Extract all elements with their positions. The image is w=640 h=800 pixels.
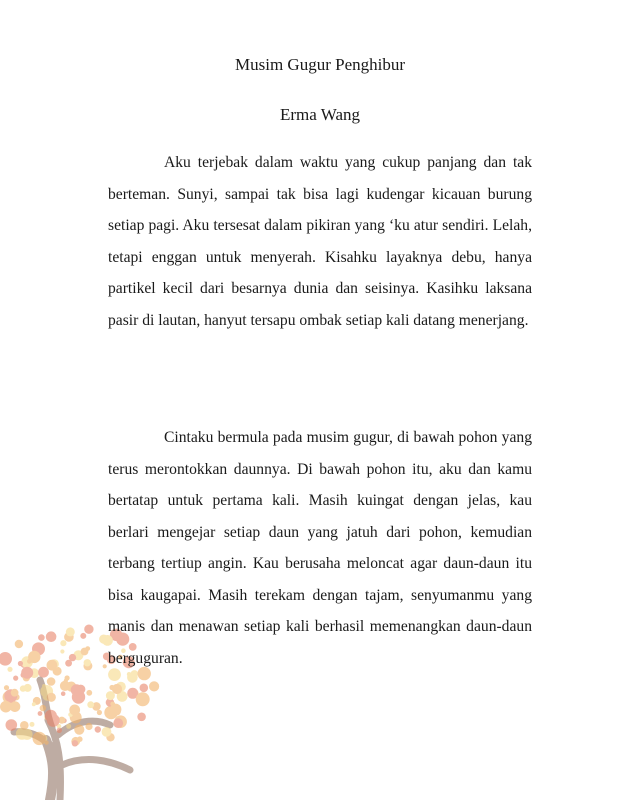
author-name: Erma Wang [280, 105, 360, 124]
paragraph-2: Cintaku bermula pada musim gugur, di bawah pohon yang terus merontokkan daunnya. Di bawah pohon itu, aku dan kamu bertatap untuk pertama kali. Masih kuingat dengan jelas, kau berlari mengejar setiap daun yang jatuh dari pohon, kemudian terbang tertiup angin. Kau berusaha meloncat agar daun-daun itu bisa kaugapai. Masih terekam dengan tajam, senyumanmu yang manis dan menawan setiap kali berhasil memenangkan daun-daun berguguran. [108, 429, 532, 667]
story-title: Musim Gugur Penghibur [235, 55, 405, 74]
paragraph-1: Aku terjebak dalam waktu yang cukup panjang dan tak berteman. Sunyi, sampai tak bisa lagi kudengar kicauan burung setiap pagi. Aku tersesat dalam pikiran yang ‘ku atur sendiri. Lelah, tetapi enggan untuk menyerah. Kisahku layaknya debu, hanya partikel kecil dari besarnya dunia dan seisinya. Kasihku laksana pasir di lautan, hanyut tersapu ombak setiap kali datang menerjang. [108, 154, 532, 329]
